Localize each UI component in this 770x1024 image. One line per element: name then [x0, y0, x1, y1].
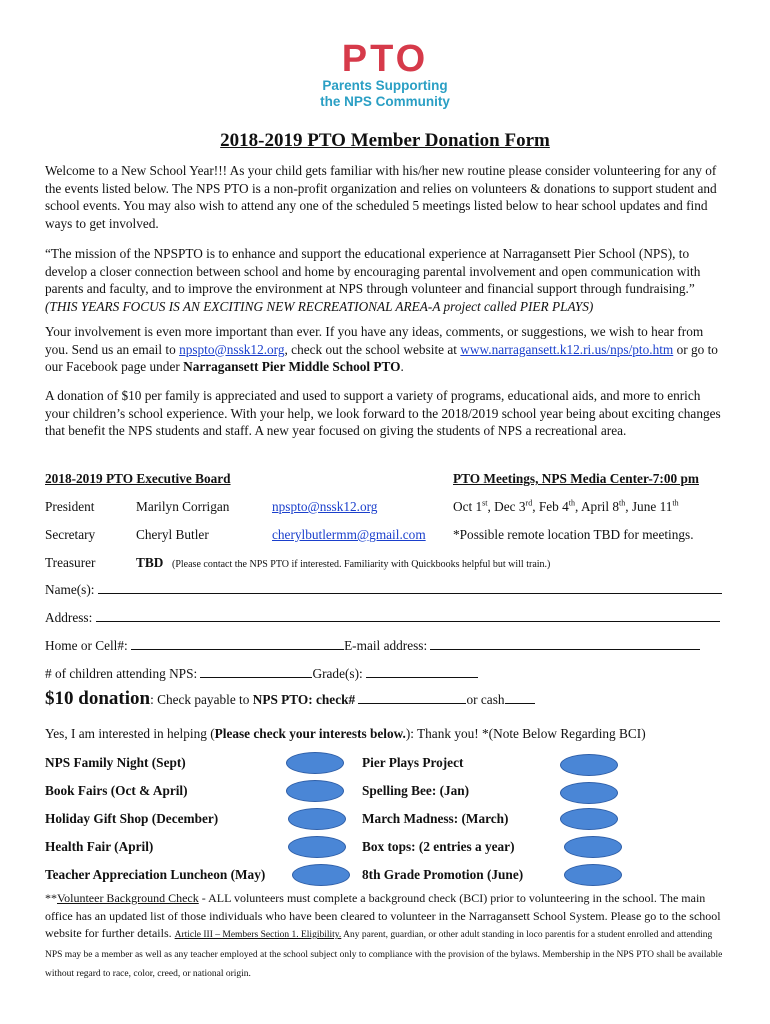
bci-text: - ALL volunteers must complete a background check (BCI) prior to volunteering in the school. The main office has an updated list of those individuals who have been cleared to volunteer in the Narragansett School System. Please go to the school website for further details.	[45, 891, 721, 940]
donation-amount: $10 donation	[45, 688, 151, 709]
interest-oval-right-3[interactable]	[560, 808, 618, 830]
bci-title: Volunteer Background Check	[57, 891, 199, 905]
mission-paragraph	[45, 245, 727, 315]
involvement-text-1: Your involvement is even more important than ever. If you have any ideas, comments, or suggestions, we wish to hear from you. Send us an email to	[45, 324, 704, 357]
treasurer-note: (Please contact the NPS PTO if interested. Familiarity with Quickbooks helpful but will train.)	[172, 559, 551, 570]
event-left-4: Health Fair (April)	[45, 839, 154, 854]
mission-focus: (THIS YEARS FOCUS IS AN EXCITING NEW RECREATIONAL AREA-A project called PIER PLAYS)	[45, 298, 594, 314]
interest-oval-right-4[interactable]	[564, 836, 622, 858]
secretary-role: Secretary	[45, 527, 96, 542]
contact-row	[45, 637, 700, 654]
email-link[interactable]: npspto@nssk12.org	[179, 341, 285, 357]
event-left-5: Teacher Appreciation Luncheon (May)	[45, 867, 266, 882]
pto-logo	[300, 40, 470, 118]
donation-paragraph: A donation of $10 per family is appreciated and used to support a variety of programs, educational aids, and more to enrich your children’s school experience. With your help, we look forward to the 2018/2019 school year being about exciting changes that benefit the NPS students and staff. A new year focused on giving the students of NPS a recreational area.	[45, 388, 721, 438]
name-field[interactable]	[98, 581, 722, 594]
facebook-page-name: Narragansett Pier Middle School PTO	[183, 359, 401, 374]
address-label: Address:	[45, 610, 93, 625]
donation-text: : Check payable to	[150, 692, 253, 707]
treasurer-name: TBD	[136, 555, 164, 570]
logo-line-1: Parents Supporting	[322, 78, 448, 93]
donation-check-label: check#	[312, 692, 356, 707]
meeting-date-4: , April 8	[575, 499, 619, 514]
children-label: # of children attending NPS:	[45, 666, 198, 681]
article-title: Article III – Members Section 1. Eligibility.	[174, 930, 342, 940]
interest-oval-right-2[interactable]	[560, 782, 618, 804]
interest-oval-right-5[interactable]	[564, 864, 622, 886]
children-field[interactable]	[200, 665, 312, 678]
event-right-2: Spelling Bee: (Jan)	[362, 783, 470, 798]
event-right-4: Box tops: (2 entries a year)	[362, 839, 515, 854]
grades-field[interactable]	[366, 665, 478, 678]
meetings-heading: PTO Meetings, NPS Media Center-7:00 pm	[453, 471, 699, 486]
interest-oval-left-5[interactable]	[292, 864, 350, 886]
donation-row	[45, 690, 535, 708]
meeting-date-2: , Dec 3	[487, 499, 526, 514]
event-left-2: Book Fairs (Oct & April)	[45, 783, 188, 798]
meeting-date-5: , June 11	[625, 499, 673, 514]
meeting-suffix-1: st	[482, 498, 488, 508]
meeting-dates	[453, 498, 679, 515]
secretary-name: Cheryl Butler	[136, 527, 209, 542]
intro-paragraph: Welcome to a New School Year!!! As your child gets familiar with his/her new routine please consider volunteering for any of the events listed below. The NPS PTO is a non-profit organization and relies on volunteers & donations to support student and school events. You may also wish to attend any one of the scheduled 5 meetings listed below to hear school updates and find ways to get involved.	[45, 163, 717, 231]
address-field[interactable]	[96, 609, 720, 622]
president-name: Marilyn Corrigan	[136, 499, 230, 514]
children-row	[45, 665, 478, 682]
involvement-paragraph	[45, 323, 727, 376]
meeting-suffix-3: th	[568, 498, 576, 508]
interest-oval-right-1[interactable]	[560, 754, 618, 776]
interest-text-1: Yes, I am interested in helping (	[45, 726, 215, 741]
event-left-1: NPS Family Night (Sept)	[45, 755, 186, 770]
footer-stars: **	[45, 891, 57, 905]
meeting-date-1: Oct 1	[453, 499, 483, 514]
meeting-suffix-2: rd	[525, 498, 533, 508]
president-role: President	[45, 499, 95, 514]
event-right-5: 8th Grade Promotion (June)	[362, 867, 524, 882]
interest-intro	[45, 725, 646, 742]
involvement-text-2: , check out the school website at	[284, 341, 461, 357]
website-link[interactable]: www.narragansett.k12.ri.us/nps/pto.htm	[460, 341, 674, 357]
address-row	[45, 609, 720, 626]
interest-oval-left-1[interactable]	[286, 752, 344, 774]
secretary-email-link[interactable]: cherylbutlermm@gmail.com	[272, 527, 426, 542]
president-email-link[interactable]: npspto@nssk12.org	[272, 499, 378, 514]
phone-field[interactable]	[131, 637, 344, 650]
name-label: Name(s):	[45, 582, 95, 597]
donation-payee: NPS PTO:	[252, 692, 313, 707]
event-right-3: March Madness: (March)	[362, 811, 509, 826]
event-left-3: Holiday Gift Shop (December)	[45, 811, 219, 826]
phone-label: Home or Cell#:	[45, 638, 128, 653]
involvement-text-4: .	[400, 359, 404, 374]
check-number-field[interactable]	[358, 691, 466, 704]
name-row	[45, 581, 722, 598]
interest-text-2: ): Thank you! *(Note Below Regarding BCI)	[405, 726, 646, 741]
email-label: E-mail address:	[344, 638, 428, 653]
interest-bold: Please check your interests below.	[214, 726, 406, 741]
interest-oval-left-2[interactable]	[286, 780, 344, 802]
email-field[interactable]	[430, 637, 700, 650]
bci-footer	[45, 890, 727, 984]
page-title: 2018-2019 PTO Member Donation Form	[220, 130, 550, 151]
grades-label: Grade(s):	[312, 666, 363, 681]
cash-field[interactable]	[505, 691, 535, 704]
cash-label: or cash	[466, 692, 505, 707]
meeting-suffix-4: th	[619, 498, 626, 508]
meeting-date-3: , Feb 4	[532, 499, 569, 514]
board-heading: 2018-2019 PTO Executive Board	[45, 471, 231, 486]
interest-oval-left-4[interactable]	[288, 836, 346, 858]
remote-note: *Possible remote location TBD for meetings.	[453, 527, 694, 542]
interest-oval-left-3[interactable]	[288, 808, 346, 830]
mission-text: “The mission of the NPSPTO is to enhance and support the educational experience at Narragansett Pier School (NPS), to develop a closer connection between school and home by encouraging parental involvement and open communication with parents and faculty, and to improve the environment at NPS through volunteer and financial support through fundraising.”	[45, 246, 701, 296]
logo-line-2: the NPS Community	[320, 94, 450, 109]
treasurer-role: Treasurer	[45, 555, 96, 570]
meeting-suffix-5: th	[672, 498, 679, 508]
involvement-text-3: or go to our Facebook page under	[45, 341, 718, 374]
article-text: Any parent, guardian, or other adult standing in loco parentis for a student enrolled and attending NPS may be a member as well as any teacher employed at the school subject only to compliance with the provision of the bylaws. Membership in the NPS PTO shall be available without regard to race, color, creed, or national origin.	[45, 930, 723, 979]
event-right-1: Pier Plays Project	[362, 755, 464, 770]
logo-title: PTO	[341, 38, 429, 80]
